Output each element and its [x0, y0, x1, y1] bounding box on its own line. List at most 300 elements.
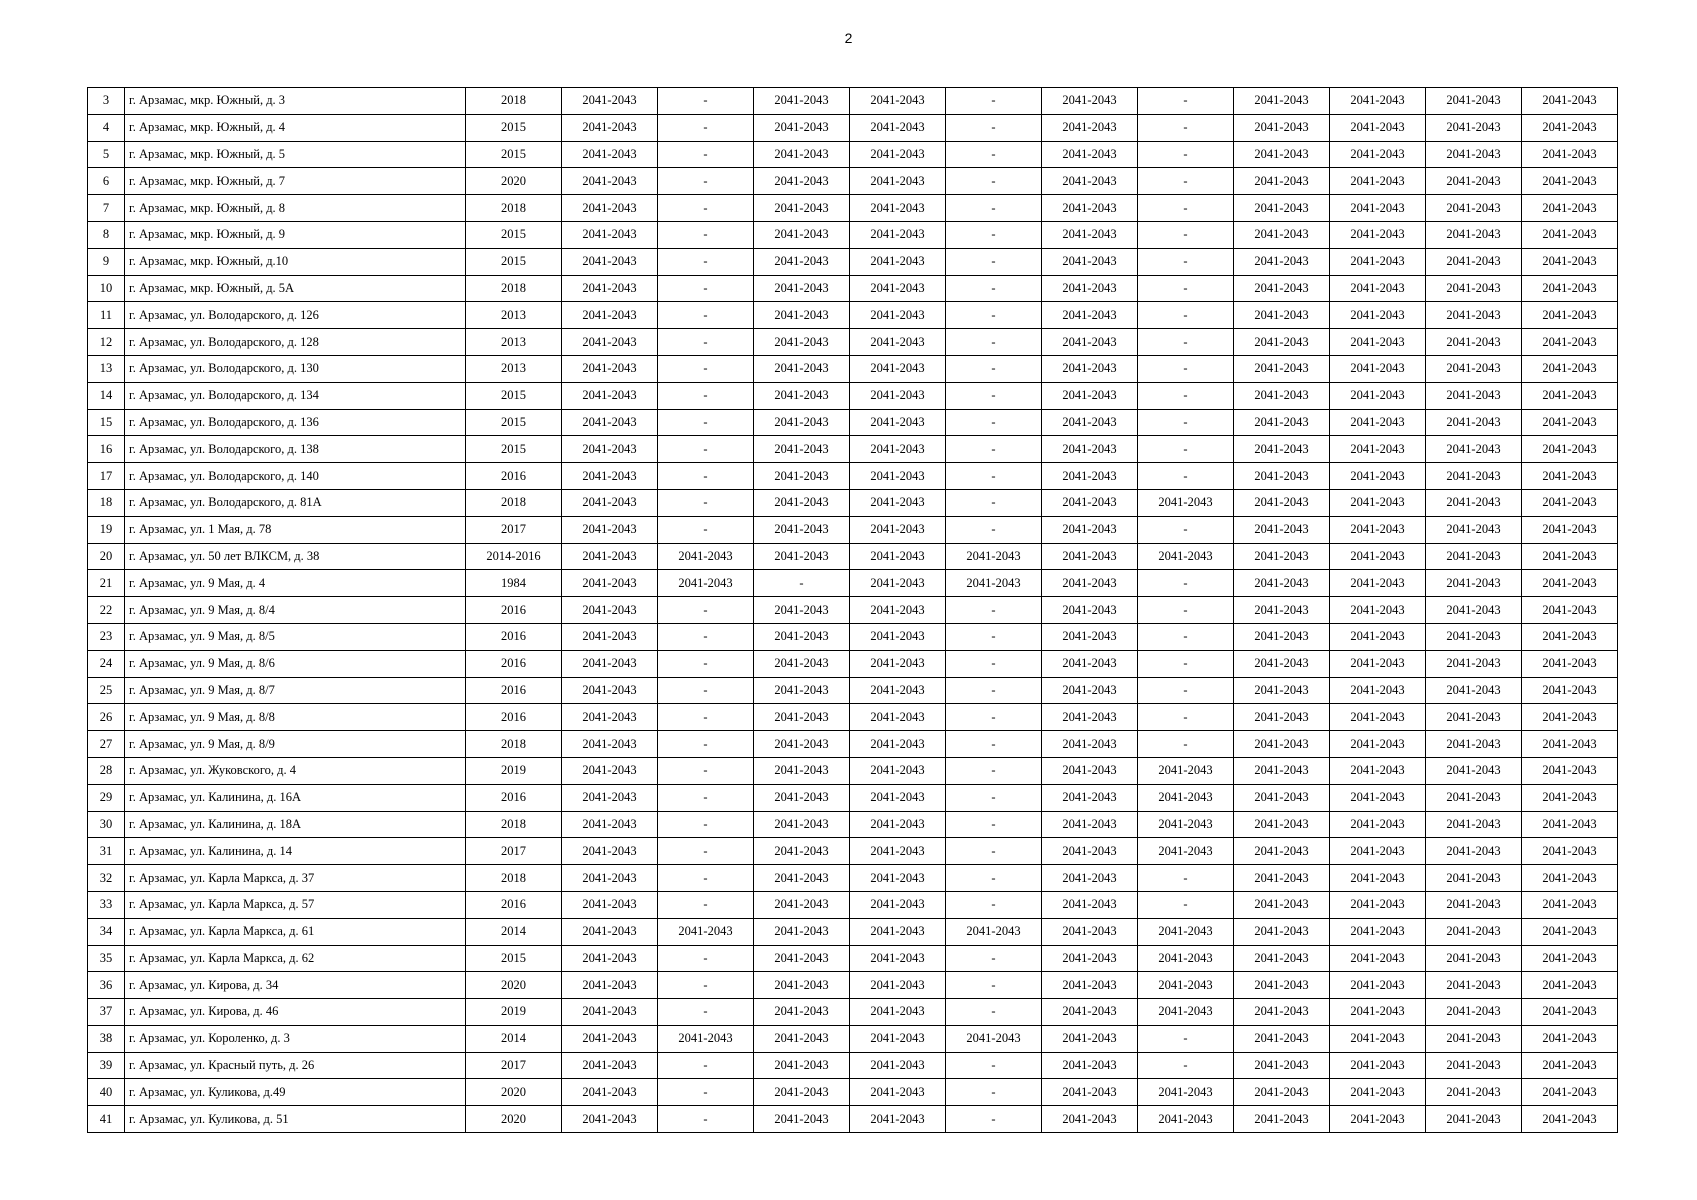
address-cell: г. Арзамас, ул. Карла Маркса, д. 62 [125, 945, 466, 972]
table-row [88, 838, 1618, 865]
address-cell: г. Арзамас, мкр. Южный, д. 7 [125, 168, 466, 195]
period-cell: 2041-2043 [1042, 221, 1138, 248]
period-cell: - [658, 248, 754, 275]
period-cell: 2041-2043 [1042, 677, 1138, 704]
year-cell: 2018 [466, 88, 562, 115]
period-cell: 2041-2043 [1522, 623, 1618, 650]
period-cell: 2041-2043 [1330, 811, 1426, 838]
period-cell: - [946, 597, 1042, 624]
period-cell: 2041-2043 [1234, 891, 1330, 918]
period-cell: 2041-2043 [1330, 221, 1426, 248]
period-cell: 2041-2043 [850, 382, 946, 409]
period-cell: 2041-2043 [1138, 757, 1234, 784]
period-cell: - [1138, 355, 1234, 382]
period-cell: 2041-2043 [1522, 918, 1618, 945]
year-cell: 2013 [466, 329, 562, 356]
period-cell: 2041-2043 [754, 516, 850, 543]
period-cell: 2041-2043 [1042, 275, 1138, 302]
year-cell: 2020 [466, 168, 562, 195]
period-cell: 2041-2043 [1042, 1106, 1138, 1133]
period-cell: 2041-2043 [1234, 382, 1330, 409]
period-cell: 2041-2043 [754, 302, 850, 329]
period-cell: 2041-2043 [1234, 88, 1330, 115]
period-cell: 2041-2043 [562, 865, 658, 892]
year-cell: 2015 [466, 409, 562, 436]
period-cell: 2041-2043 [850, 168, 946, 195]
period-cell: 2041-2043 [1330, 543, 1426, 570]
table-row [88, 489, 1618, 516]
period-cell: 2041-2043 [754, 1106, 850, 1133]
period-cell: 2041-2043 [562, 597, 658, 624]
period-cell: 2041-2043 [1522, 891, 1618, 918]
period-cell: 2041-2043 [1330, 195, 1426, 222]
year-cell: 2016 [466, 597, 562, 624]
period-cell: - [658, 784, 754, 811]
period-cell: 2041-2043 [1330, 972, 1426, 999]
period-cell: 2041-2043 [562, 141, 658, 168]
period-cell: 2041-2043 [850, 114, 946, 141]
period-cell: - [658, 168, 754, 195]
period-cell: 2041-2043 [1522, 1025, 1618, 1052]
period-cell: - [658, 88, 754, 115]
period-cell: - [946, 302, 1042, 329]
address-cell: г. Арзамас, ул. 9 Мая, д. 4 [125, 570, 466, 597]
period-cell: 2041-2043 [1330, 463, 1426, 490]
period-cell: 2041-2043 [754, 436, 850, 463]
period-cell: - [1138, 463, 1234, 490]
address-cell: г. Арзамас, ул. Володарского, д. 138 [125, 436, 466, 463]
row-number-cell: 29 [88, 784, 125, 811]
row-number-cell: 13 [88, 355, 125, 382]
period-cell: 2041-2043 [1138, 811, 1234, 838]
address-cell: г. Арзамас, мкр. Южный, д. 8 [125, 195, 466, 222]
period-cell: 2041-2043 [1522, 570, 1618, 597]
period-cell: 2041-2043 [1234, 972, 1330, 999]
address-cell: г. Арзамас, ул. Володарского, д. 126 [125, 302, 466, 329]
period-cell: 2041-2043 [754, 1025, 850, 1052]
period-cell: 2041-2043 [1426, 677, 1522, 704]
year-cell: 2014-2016 [466, 543, 562, 570]
period-cell: 2041-2043 [754, 811, 850, 838]
period-cell: 2041-2043 [1426, 1079, 1522, 1106]
schedule-table [87, 87, 1618, 1133]
row-number-cell: 16 [88, 436, 125, 463]
period-cell: 2041-2043 [1234, 355, 1330, 382]
address-cell: г. Арзамас, ул. Володарского, д. 81А [125, 489, 466, 516]
period-cell: 2041-2043 [562, 999, 658, 1026]
period-cell: 2041-2043 [1522, 141, 1618, 168]
period-cell: 2041-2043 [754, 409, 850, 436]
period-cell: - [946, 275, 1042, 302]
address-cell: г. Арзамас, ул. Володарского, д. 134 [125, 382, 466, 409]
period-cell: 2041-2043 [1330, 757, 1426, 784]
period-cell: 2041-2043 [850, 1079, 946, 1106]
table-row [88, 114, 1618, 141]
row-number-cell: 27 [88, 731, 125, 758]
period-cell: - [946, 1106, 1042, 1133]
period-cell: 2041-2043 [1522, 1106, 1618, 1133]
period-cell: - [946, 409, 1042, 436]
row-number-cell: 33 [88, 891, 125, 918]
address-cell: г. Арзамас, мкр. Южный, д. 9 [125, 221, 466, 248]
period-cell: 2041-2043 [1330, 999, 1426, 1026]
period-cell: 2041-2043 [850, 1025, 946, 1052]
address-cell: г. Арзамас, ул. Короленко, д. 3 [125, 1025, 466, 1052]
period-cell: - [946, 757, 1042, 784]
period-cell: - [946, 811, 1042, 838]
period-cell: 2041-2043 [1522, 597, 1618, 624]
period-cell: 2041-2043 [1234, 999, 1330, 1026]
period-cell: 2041-2043 [850, 275, 946, 302]
period-cell: 2041-2043 [562, 248, 658, 275]
period-cell: 2041-2043 [1426, 784, 1522, 811]
address-cell: г. Арзамас, ул. Кирова, д. 34 [125, 972, 466, 999]
period-cell: 2041-2043 [562, 945, 658, 972]
address-cell: г. Арзамас, ул. Володарского, д. 136 [125, 409, 466, 436]
period-cell: 2041-2043 [1426, 811, 1522, 838]
period-cell: - [658, 329, 754, 356]
period-cell: 2041-2043 [1234, 731, 1330, 758]
period-cell: 2041-2043 [562, 838, 658, 865]
period-cell: 2041-2043 [1138, 543, 1234, 570]
period-cell: 2041-2043 [1042, 731, 1138, 758]
period-cell: 2041-2043 [850, 409, 946, 436]
table-row [88, 945, 1618, 972]
period-cell: 2041-2043 [1330, 248, 1426, 275]
year-cell: 2016 [466, 891, 562, 918]
table-row [88, 382, 1618, 409]
period-cell: - [1138, 677, 1234, 704]
period-cell: 2041-2043 [562, 463, 658, 490]
period-cell: - [1138, 597, 1234, 624]
period-cell: 2041-2043 [850, 597, 946, 624]
period-cell: 2041-2043 [1426, 865, 1522, 892]
period-cell: 2041-2043 [1330, 436, 1426, 463]
address-cell: г. Арзамас, ул. Карла Маркса, д. 57 [125, 891, 466, 918]
period-cell: 2041-2043 [754, 382, 850, 409]
period-cell: - [658, 677, 754, 704]
period-cell: 2041-2043 [850, 463, 946, 490]
period-cell: 2041-2043 [1522, 436, 1618, 463]
table-row [88, 409, 1618, 436]
row-number-cell: 8 [88, 221, 125, 248]
row-number-cell: 41 [88, 1106, 125, 1133]
period-cell: 2041-2043 [1234, 221, 1330, 248]
period-cell: 2041-2043 [1426, 972, 1522, 999]
period-cell: 2041-2043 [1426, 570, 1522, 597]
row-number-cell: 11 [88, 302, 125, 329]
period-cell: - [946, 999, 1042, 1026]
period-cell: 2041-2043 [1330, 784, 1426, 811]
year-cell: 2015 [466, 221, 562, 248]
row-number-cell: 31 [88, 838, 125, 865]
period-cell: - [658, 623, 754, 650]
row-number-cell: 6 [88, 168, 125, 195]
period-cell: - [658, 221, 754, 248]
period-cell: 2041-2043 [1426, 945, 1522, 972]
period-cell: 2041-2043 [1426, 731, 1522, 758]
period-cell: 2041-2043 [1042, 811, 1138, 838]
period-cell: - [946, 248, 1042, 275]
year-cell: 2016 [466, 650, 562, 677]
period-cell: 2041-2043 [562, 355, 658, 382]
period-cell: 2041-2043 [1234, 409, 1330, 436]
period-cell: 2041-2043 [1042, 489, 1138, 516]
table-row [88, 221, 1618, 248]
period-cell: 2041-2043 [754, 1052, 850, 1079]
period-cell: 2041-2043 [1042, 329, 1138, 356]
period-cell: - [658, 302, 754, 329]
table-row [88, 650, 1618, 677]
period-cell: 2041-2043 [1042, 838, 1138, 865]
row-number-cell: 25 [88, 677, 125, 704]
period-cell: - [658, 731, 754, 758]
table-row [88, 355, 1618, 382]
period-cell: 2041-2043 [1426, 409, 1522, 436]
period-cell: 2041-2043 [1330, 1106, 1426, 1133]
period-cell: 2041-2043 [1234, 570, 1330, 597]
period-cell: 2041-2043 [1330, 168, 1426, 195]
period-cell: - [1138, 865, 1234, 892]
period-cell: 2041-2043 [754, 1079, 850, 1106]
year-cell: 2018 [466, 489, 562, 516]
period-cell: - [1138, 248, 1234, 275]
period-cell: 2041-2043 [754, 891, 850, 918]
period-cell: 2041-2043 [1426, 141, 1522, 168]
year-cell: 2017 [466, 1052, 562, 1079]
period-cell: 2041-2043 [562, 221, 658, 248]
period-cell: 2041-2043 [1522, 650, 1618, 677]
period-cell: 2041-2043 [1234, 329, 1330, 356]
year-cell: 2017 [466, 516, 562, 543]
period-cell: 2041-2043 [1426, 597, 1522, 624]
period-cell: - [946, 141, 1042, 168]
period-cell: 2041-2043 [1234, 489, 1330, 516]
year-cell: 2019 [466, 757, 562, 784]
period-cell: 2041-2043 [1522, 543, 1618, 570]
period-cell: 2041-2043 [1138, 838, 1234, 865]
period-cell: 2041-2043 [850, 329, 946, 356]
period-cell: 2041-2043 [1330, 838, 1426, 865]
period-cell: 2041-2043 [1042, 1079, 1138, 1106]
table-row [88, 865, 1618, 892]
row-number-cell: 23 [88, 623, 125, 650]
period-cell: 2041-2043 [754, 650, 850, 677]
period-cell: 2041-2043 [1522, 704, 1618, 731]
period-cell: 2041-2043 [1042, 570, 1138, 597]
row-number-cell: 7 [88, 195, 125, 222]
period-cell: 2041-2043 [850, 436, 946, 463]
address-cell: г. Арзамас, ул. 9 Мая, д. 8/8 [125, 704, 466, 731]
period-cell: 2041-2043 [754, 248, 850, 275]
period-cell: - [658, 1106, 754, 1133]
period-cell: 2041-2043 [1042, 999, 1138, 1026]
table-row [88, 918, 1618, 945]
period-cell: 2041-2043 [1426, 489, 1522, 516]
period-cell: - [658, 650, 754, 677]
period-cell: 2041-2043 [754, 355, 850, 382]
period-cell: - [946, 838, 1042, 865]
period-cell: - [946, 382, 1042, 409]
period-cell: 2041-2043 [754, 88, 850, 115]
period-cell: 2041-2043 [1330, 302, 1426, 329]
row-number-cell: 18 [88, 489, 125, 516]
period-cell: 2041-2043 [1522, 757, 1618, 784]
address-cell: г. Арзамас, ул. Кирова, д. 46 [125, 999, 466, 1026]
period-cell: 2041-2043 [1042, 918, 1138, 945]
year-cell: 2018 [466, 275, 562, 302]
row-number-cell: 12 [88, 329, 125, 356]
period-cell: 2041-2043 [1330, 1052, 1426, 1079]
period-cell: 2041-2043 [1522, 972, 1618, 999]
period-cell: - [658, 489, 754, 516]
period-cell: 2041-2043 [1330, 623, 1426, 650]
period-cell: 2041-2043 [562, 623, 658, 650]
period-cell: 2041-2043 [850, 999, 946, 1026]
period-cell: 2041-2043 [1426, 463, 1522, 490]
period-cell: 2041-2043 [1522, 382, 1618, 409]
period-cell: - [658, 597, 754, 624]
table-row [88, 1106, 1618, 1133]
period-cell: 2041-2043 [1330, 731, 1426, 758]
period-cell: - [658, 704, 754, 731]
period-cell: 2041-2043 [562, 168, 658, 195]
period-cell: 2041-2043 [1234, 195, 1330, 222]
period-cell: 2041-2043 [1234, 114, 1330, 141]
period-cell: 2041-2043 [1330, 382, 1426, 409]
address-cell: г. Арзамас, ул. 9 Мая, д. 8/5 [125, 623, 466, 650]
period-cell: 2041-2043 [1330, 650, 1426, 677]
period-cell: 2041-2043 [850, 543, 946, 570]
row-number-cell: 14 [88, 382, 125, 409]
period-cell: 2041-2043 [1330, 891, 1426, 918]
period-cell: 2041-2043 [1042, 436, 1138, 463]
period-cell: 2041-2043 [1042, 757, 1138, 784]
period-cell: 2041-2043 [562, 918, 658, 945]
row-number-cell: 20 [88, 543, 125, 570]
period-cell: 2041-2043 [1234, 1079, 1330, 1106]
period-cell: 2041-2043 [1234, 838, 1330, 865]
period-cell: - [946, 489, 1042, 516]
period-cell: 2041-2043 [1138, 945, 1234, 972]
row-number-cell: 5 [88, 141, 125, 168]
period-cell: 2041-2043 [1042, 784, 1138, 811]
address-cell: г. Арзамас, ул. Карла Маркса, д. 37 [125, 865, 466, 892]
period-cell: 2041-2043 [850, 918, 946, 945]
period-cell: 2041-2043 [1522, 88, 1618, 115]
year-cell: 2020 [466, 972, 562, 999]
period-cell: 2041-2043 [562, 891, 658, 918]
period-cell: - [946, 516, 1042, 543]
period-cell: 2041-2043 [1234, 757, 1330, 784]
table-row [88, 1025, 1618, 1052]
table-row [88, 168, 1618, 195]
year-cell: 2018 [466, 195, 562, 222]
period-cell: 2041-2043 [754, 489, 850, 516]
address-cell: г. Арзамас, ул. Карла Маркса, д. 61 [125, 918, 466, 945]
period-cell: 2041-2043 [1234, 918, 1330, 945]
period-cell: - [1138, 436, 1234, 463]
period-cell: 2041-2043 [1138, 972, 1234, 999]
period-cell: 2041-2043 [1330, 275, 1426, 302]
period-cell: 2041-2043 [1426, 1025, 1522, 1052]
period-cell: 2041-2043 [1042, 865, 1138, 892]
address-cell: г. Арзамас, мкр. Южный, д.10 [125, 248, 466, 275]
period-cell: 2041-2043 [1234, 302, 1330, 329]
period-cell: - [658, 945, 754, 972]
period-cell: 2041-2043 [754, 784, 850, 811]
period-cell: 2041-2043 [1234, 597, 1330, 624]
period-cell: 2041-2043 [850, 302, 946, 329]
page-number: 2 [844, 30, 853, 46]
period-cell: 2041-2043 [1330, 1025, 1426, 1052]
period-cell: - [658, 141, 754, 168]
period-cell: - [658, 463, 754, 490]
period-cell: 2041-2043 [1426, 355, 1522, 382]
period-cell: - [946, 677, 1042, 704]
table-row [88, 275, 1618, 302]
year-cell: 2016 [466, 704, 562, 731]
address-cell: г. Арзамас, ул. Куликова, д. 51 [125, 1106, 466, 1133]
address-cell: г. Арзамас, ул. 50 лет ВЛКСМ, д. 38 [125, 543, 466, 570]
row-number-cell: 21 [88, 570, 125, 597]
period-cell: 2041-2043 [1330, 918, 1426, 945]
period-cell: - [946, 88, 1042, 115]
period-cell: 2041-2043 [1522, 1052, 1618, 1079]
row-number-cell: 3 [88, 88, 125, 115]
period-cell: 2041-2043 [1138, 489, 1234, 516]
period-cell: 2041-2043 [1234, 1025, 1330, 1052]
period-cell: - [1138, 114, 1234, 141]
period-cell: 2041-2043 [1042, 463, 1138, 490]
period-cell: 2041-2043 [1330, 865, 1426, 892]
period-cell: 2041-2043 [1426, 543, 1522, 570]
period-cell: 2041-2043 [1522, 489, 1618, 516]
period-cell: 2041-2043 [1234, 865, 1330, 892]
period-cell: 2041-2043 [1426, 918, 1522, 945]
row-number-cell: 10 [88, 275, 125, 302]
period-cell: 2041-2043 [850, 757, 946, 784]
period-cell: 2041-2043 [1426, 248, 1522, 275]
period-cell: 2041-2043 [1426, 382, 1522, 409]
row-number-cell: 39 [88, 1052, 125, 1079]
period-cell: 2041-2043 [1330, 489, 1426, 516]
period-cell: - [658, 891, 754, 918]
period-cell: 2041-2043 [1234, 463, 1330, 490]
table-row [88, 1079, 1618, 1106]
row-number-cell: 19 [88, 516, 125, 543]
period-cell: 2041-2043 [562, 972, 658, 999]
period-cell: 2041-2043 [562, 570, 658, 597]
year-cell: 2016 [466, 463, 562, 490]
period-cell: 2041-2043 [1042, 945, 1138, 972]
address-cell: г. Арзамас, ул. Калинина, д. 16А [125, 784, 466, 811]
period-cell: 2041-2043 [1426, 195, 1522, 222]
period-cell: 2041-2043 [658, 543, 754, 570]
period-cell: 2041-2043 [562, 757, 658, 784]
table-row [88, 623, 1618, 650]
year-cell: 2015 [466, 248, 562, 275]
schedule-table-body [88, 88, 1618, 1133]
period-cell: 2041-2043 [850, 972, 946, 999]
period-cell: 2041-2043 [1522, 114, 1618, 141]
period-cell: 2041-2043 [1042, 1025, 1138, 1052]
period-cell: - [946, 114, 1042, 141]
period-cell: 2041-2043 [1426, 436, 1522, 463]
year-cell: 1984 [466, 570, 562, 597]
period-cell: 2041-2043 [1042, 195, 1138, 222]
period-cell: 2041-2043 [850, 650, 946, 677]
